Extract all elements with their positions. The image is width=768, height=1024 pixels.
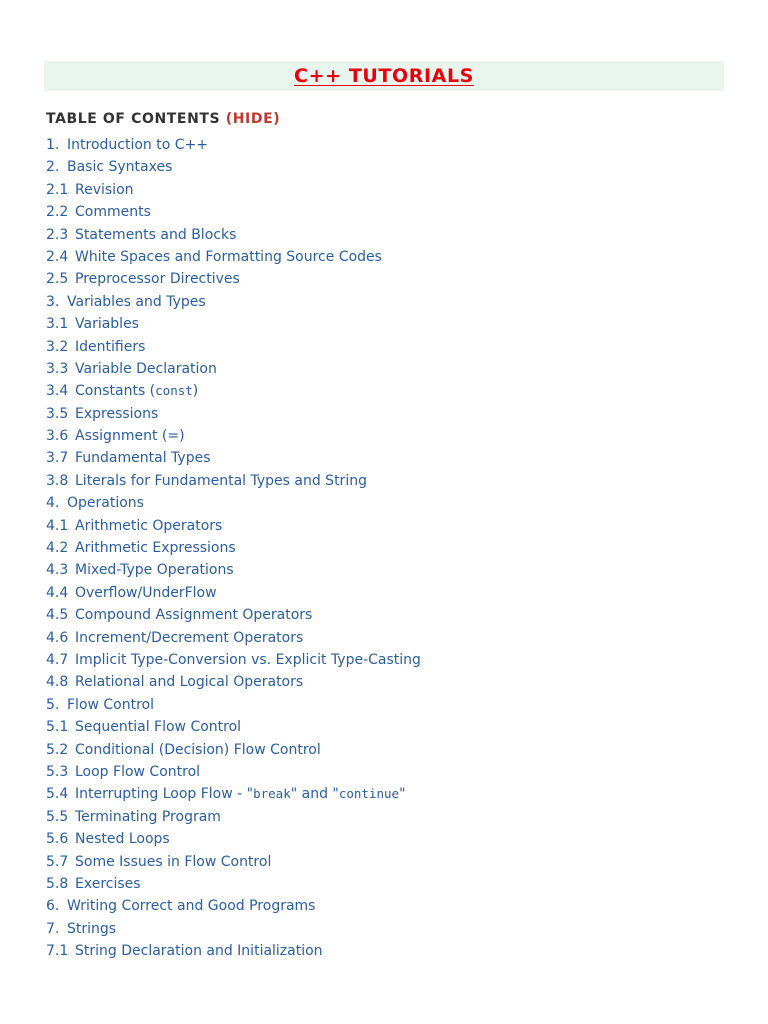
toc-label: Relational and Logical Operators — [75, 674, 304, 691]
toc-link[interactable] — [46, 179, 421, 201]
toc-link[interactable] — [46, 716, 421, 738]
toc-label: Mixed-Type Operations — [75, 562, 234, 579]
toc-label: White Spaces and Formatting Source Codes — [75, 248, 382, 265]
toc-number: 4.5 — [46, 607, 69, 624]
toc-label: String Declaration and Initialization — [75, 943, 323, 960]
toc-link[interactable] — [46, 336, 421, 358]
toc-label: Expressions — [75, 405, 159, 422]
toc-link[interactable] — [46, 627, 421, 649]
toc-number: 7. — [46, 920, 60, 937]
toc-number: 5.8 — [46, 875, 69, 892]
toc-list — [46, 134, 421, 962]
toc-number: 2.2 — [46, 204, 69, 221]
toc-label: Preprocessor Directives — [75, 271, 240, 288]
toc-link[interactable] — [46, 224, 421, 246]
toc-label: Overflow/UnderFlow — [75, 584, 217, 601]
toc-link[interactable] — [46, 918, 421, 940]
toc-label: Basic Syntaxes — [67, 159, 173, 176]
toc-heading-label: TABLE OF CONTENTS — [46, 111, 221, 127]
toc-label: Statements and Blocks — [75, 226, 237, 243]
inline-code: continue — [338, 786, 400, 802]
toc-label: Fundamental Types — [75, 450, 211, 467]
toc-number: 3.6 — [46, 428, 69, 445]
toc-number: 4.1 — [46, 517, 69, 534]
toc-link[interactable] — [46, 380, 421, 402]
toc-number: 5.6 — [46, 831, 69, 848]
toc-number: 3.3 — [46, 360, 69, 377]
toc-link[interactable] — [46, 291, 421, 313]
toc-number: 4.6 — [46, 629, 69, 646]
toc-label: Operations — [67, 495, 144, 512]
toc-number: 3. — [46, 293, 60, 310]
toc-label: Implicit Type-Conversion vs. Explicit Type-Casting — [75, 651, 421, 668]
toc-link[interactable] — [46, 873, 421, 895]
toc-link[interactable] — [46, 134, 421, 156]
toc-number: 5. — [46, 696, 60, 713]
toc-label: Arithmetic Expressions — [75, 540, 236, 557]
toc-label: Identifiers — [75, 338, 146, 355]
toc-label: Nested Loops — [75, 831, 170, 848]
toc-link[interactable] — [46, 537, 421, 559]
toc-number: 4.4 — [46, 584, 69, 601]
toc-label: Strings — [67, 920, 117, 937]
toc-label-suffix: " — [399, 786, 406, 803]
toc-number: 5.7 — [46, 853, 69, 870]
toc-label: Some Issues in Flow Control — [75, 853, 272, 870]
toc-label: Assignment (=) — [75, 428, 185, 445]
toc-link[interactable] — [46, 851, 421, 873]
toc-number: 5.2 — [46, 741, 69, 758]
title-banner — [44, 61, 724, 91]
toc-label: Increment/Decrement Operators — [75, 629, 304, 646]
toc-link[interactable] — [46, 783, 421, 805]
toc-link[interactable] — [46, 895, 421, 917]
toc-link[interactable] — [46, 582, 421, 604]
toc-label: Literals for Fundamental Types and String — [75, 472, 367, 489]
toc-link[interactable] — [46, 649, 421, 671]
toc-link[interactable] — [46, 739, 421, 761]
toc-number: 2.5 — [46, 271, 69, 288]
toc-link[interactable] — [46, 201, 421, 223]
toc-label: Terminating Program — [75, 808, 221, 825]
toc-number: 3.5 — [46, 405, 69, 422]
toc-link[interactable] — [46, 447, 421, 469]
toc-number: 1. — [46, 137, 60, 153]
toc-link[interactable] — [46, 694, 421, 716]
toc-label: Exercises — [75, 875, 141, 892]
toc-link[interactable] — [46, 492, 421, 514]
toc-number: 5.3 — [46, 763, 69, 780]
toc-number: 5.1 — [46, 719, 69, 736]
page-title[interactable]: C++ TUTORIALS — [294, 65, 474, 87]
toc-number: 2.4 — [46, 248, 69, 265]
toc-label: Introduction to C++ — [67, 137, 208, 153]
inline-code: break — [253, 786, 291, 802]
toc-link[interactable] — [46, 761, 421, 783]
toc-label: Interrupting Loop Flow - " — [75, 786, 254, 803]
toc-label: Writing Correct and Good Programs — [67, 898, 316, 915]
toc-number: 2.3 — [46, 226, 69, 243]
toc-number: 2.1 — [46, 181, 69, 198]
toc-number: 5.5 — [46, 808, 69, 825]
toc-link[interactable] — [46, 156, 421, 178]
toc-link[interactable] — [46, 425, 421, 447]
toc-link[interactable] — [46, 470, 421, 492]
toc-label: Sequential Flow Control — [75, 719, 242, 736]
toc-label: Constants ( — [75, 383, 156, 400]
toc-label: Compound Assignment Operators — [75, 607, 313, 624]
inline-code: const — [155, 383, 193, 399]
toc-number: 7.1 — [46, 943, 69, 960]
toc-label: Arithmetic Operators — [75, 517, 223, 534]
toc-label: Revision — [75, 181, 134, 198]
toc-label: Variables — [75, 316, 139, 333]
toc-number: 3.2 — [46, 338, 69, 355]
toc-link[interactable] — [46, 403, 421, 425]
toc-link[interactable] — [46, 358, 421, 380]
toc-number: 3.1 — [46, 316, 69, 333]
toc-number: 4.2 — [46, 540, 69, 557]
toc-number: 6. — [46, 898, 60, 915]
toc-link[interactable] — [46, 828, 421, 850]
toc-number: 2. — [46, 159, 60, 176]
toc-number: 3.8 — [46, 472, 69, 489]
toc-link[interactable] — [46, 604, 421, 626]
toc-label: Comments — [75, 204, 151, 221]
toc-heading — [46, 111, 280, 127]
toc-link[interactable] — [46, 313, 421, 335]
toc-label: Variable Declaration — [75, 360, 217, 377]
toc-link[interactable] — [46, 940, 421, 962]
toc-link[interactable] — [46, 268, 421, 290]
toc-link[interactable] — [46, 806, 421, 828]
toc-link[interactable] — [46, 559, 421, 581]
toc-label: Flow Control — [67, 696, 155, 713]
toc-number: 5.4 — [46, 786, 69, 803]
toc-number: 3.4 — [46, 383, 69, 400]
toc-hide-toggle[interactable]: (HIDE) — [225, 111, 281, 127]
toc-number: 4.8 — [46, 674, 69, 691]
toc-link[interactable] — [46, 515, 421, 537]
toc-label: Variables and Types — [67, 293, 206, 310]
toc-number: 4.3 — [46, 562, 69, 579]
toc-label: Loop Flow Control — [75, 763, 201, 780]
toc-number: 4. — [46, 495, 60, 512]
toc-link[interactable] — [46, 671, 421, 693]
toc-number: 4.7 — [46, 651, 69, 668]
toc-label-suffix: ) — [192, 383, 199, 400]
toc-label-suffix: " and " — [290, 786, 339, 803]
toc-link[interactable] — [46, 246, 421, 268]
toc-label: Conditional (Decision) Flow Control — [75, 741, 321, 758]
toc-number: 3.7 — [46, 450, 69, 467]
